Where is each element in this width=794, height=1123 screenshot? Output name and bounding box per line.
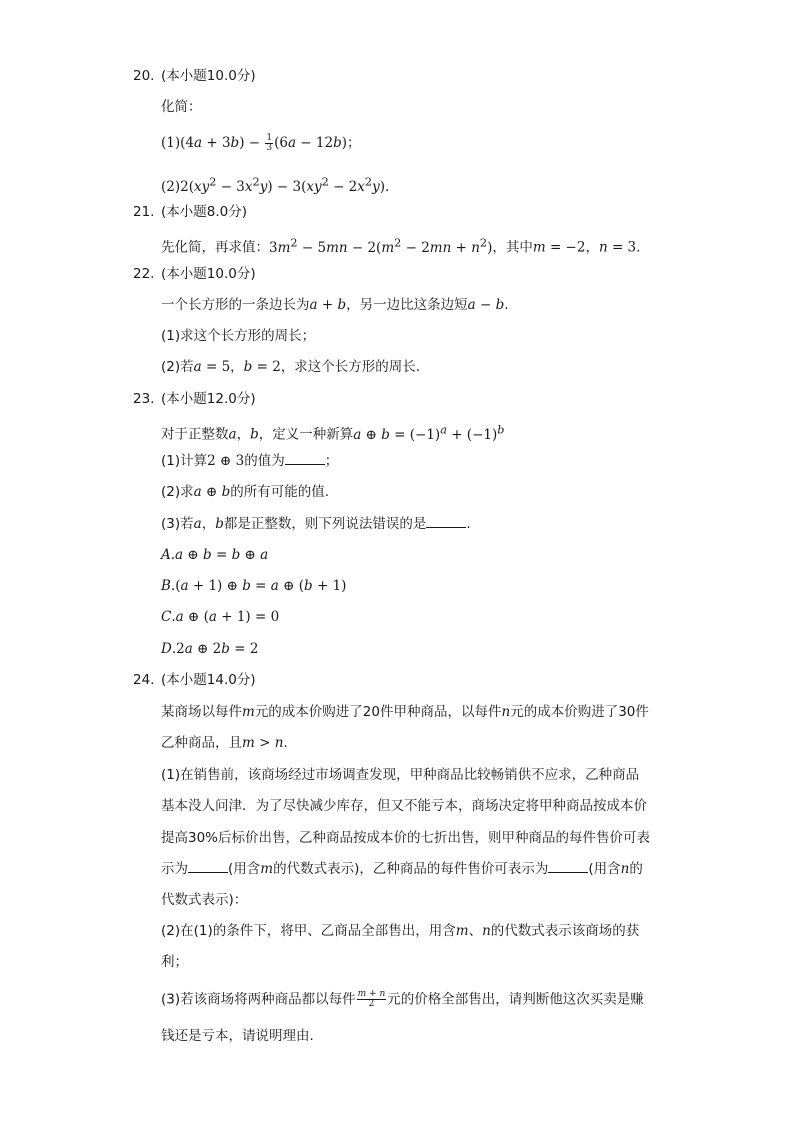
problem-number: 23. bbox=[133, 391, 155, 407]
problem-header: (本小题8.0分) bbox=[161, 204, 248, 220]
problem-text: (3)若a，b都是正整数，则下列说法错误的是 . bbox=[161, 516, 471, 532]
problem-text: (1)计算2 ⊕ 3的值为 ； bbox=[161, 453, 339, 469]
problem-text bbox=[161, 134, 361, 153]
problem-text: 钱还是亏本，请说明理由. bbox=[161, 1028, 314, 1044]
problem-header: (本小题10.0分) bbox=[161, 68, 256, 84]
problem-number: 21. bbox=[133, 204, 155, 220]
math-expression: $(2)2(xy^2 - 3x^2y) - 3(xy^2 - 2x^2y)$. bbox=[161, 175, 390, 195]
answer-blank bbox=[426, 515, 466, 528]
option-d: D.2a ⊕ 2b = 2 bbox=[161, 641, 259, 657]
problem-header: (本小题12.0分) bbox=[161, 391, 256, 407]
answer-blank bbox=[285, 452, 325, 465]
problem-text: 化简： bbox=[161, 99, 202, 115]
problem-text: 乙种商品，且m > n. bbox=[161, 735, 288, 751]
problem-number: 24. bbox=[133, 672, 155, 688]
problem-text: 某商场以每件m元的成本价购进了20件甲种商品，以每件n元的成本价购进了30件 bbox=[161, 704, 649, 720]
fraction: $\frac{1}{3}$ bbox=[266, 133, 273, 153]
problem-text: 代数式表示)： bbox=[161, 892, 248, 908]
problem-text: 提高30%后标价出售，乙种商品按成本价的七折出售，则甲种商品的每件售价可表 bbox=[161, 830, 651, 846]
problem-text: 基本没人问津．为了尽快减少库存，但又不能亏本，商场决定将甲种商品按成本价 bbox=[161, 798, 647, 814]
problem-text: 利； bbox=[161, 954, 188, 970]
problem-text: (3)若该商场将两种商品都以每件 $\frac{m + n}{2}$ 元的价格全部售出，请判断他这次买卖是赚 bbox=[161, 989, 644, 1009]
problem-text: 示为 (用含m的代数式表示)，乙种商品的每件售价可表示为 (用含n的 bbox=[161, 861, 643, 877]
problem-header: (本小题14.0分) bbox=[161, 672, 256, 688]
problem-number: 20. bbox=[133, 68, 155, 84]
problem-text: (1)在销售前，该商场经过市场调查发现，甲种商品比较畅销供不应求，乙种商品 bbox=[161, 767, 640, 783]
answer-blank bbox=[548, 860, 588, 873]
problem-text: 一个长方形的一条边长为a + b，另一边比这条边短a − b. bbox=[161, 297, 509, 313]
problem-text bbox=[161, 173, 389, 196]
problem-text: (2)求a ⊕ b的所有可能的值. bbox=[161, 484, 330, 500]
problem-text: (1)求这个长方形的周长； bbox=[161, 328, 316, 344]
problem-header: (本小题10.0分) bbox=[161, 266, 256, 282]
option-a: A.a ⊕ b = b ⊕ a bbox=[161, 547, 269, 563]
problem-text: (2)若a = 5，b = 2，求这个长方形的周长. bbox=[161, 359, 421, 375]
math-expression: (1)(4a + 3b) − $\frac{1}{3}$ (6a − 12b)； bbox=[161, 133, 361, 153]
answer-blank bbox=[188, 860, 228, 873]
problem-text: (2)在(1)的条件下，将甲、乙商品全部售出，用含m、n的代数式表示该商场的获 bbox=[161, 923, 640, 939]
option-c: C.a ⊕ (a + 1) = 0 bbox=[161, 609, 280, 625]
problem-number: 22. bbox=[133, 266, 155, 282]
problem-text: 先化简，再求值：$3m^2 - 5mn - 2(m^2 - 2mn + n^2)$，其中m = −2，n = 3. bbox=[161, 236, 641, 256]
fraction: $\frac{m + n}{2}$ bbox=[357, 989, 386, 1009]
option-b: B.(a + 1) ⊕ b = a ⊕ (b + 1) bbox=[161, 578, 347, 594]
problem-text: 对于正整数a，b，定义一种新算a ⊕ $b = (-1)^a + (-1)^b$ bbox=[161, 423, 505, 443]
